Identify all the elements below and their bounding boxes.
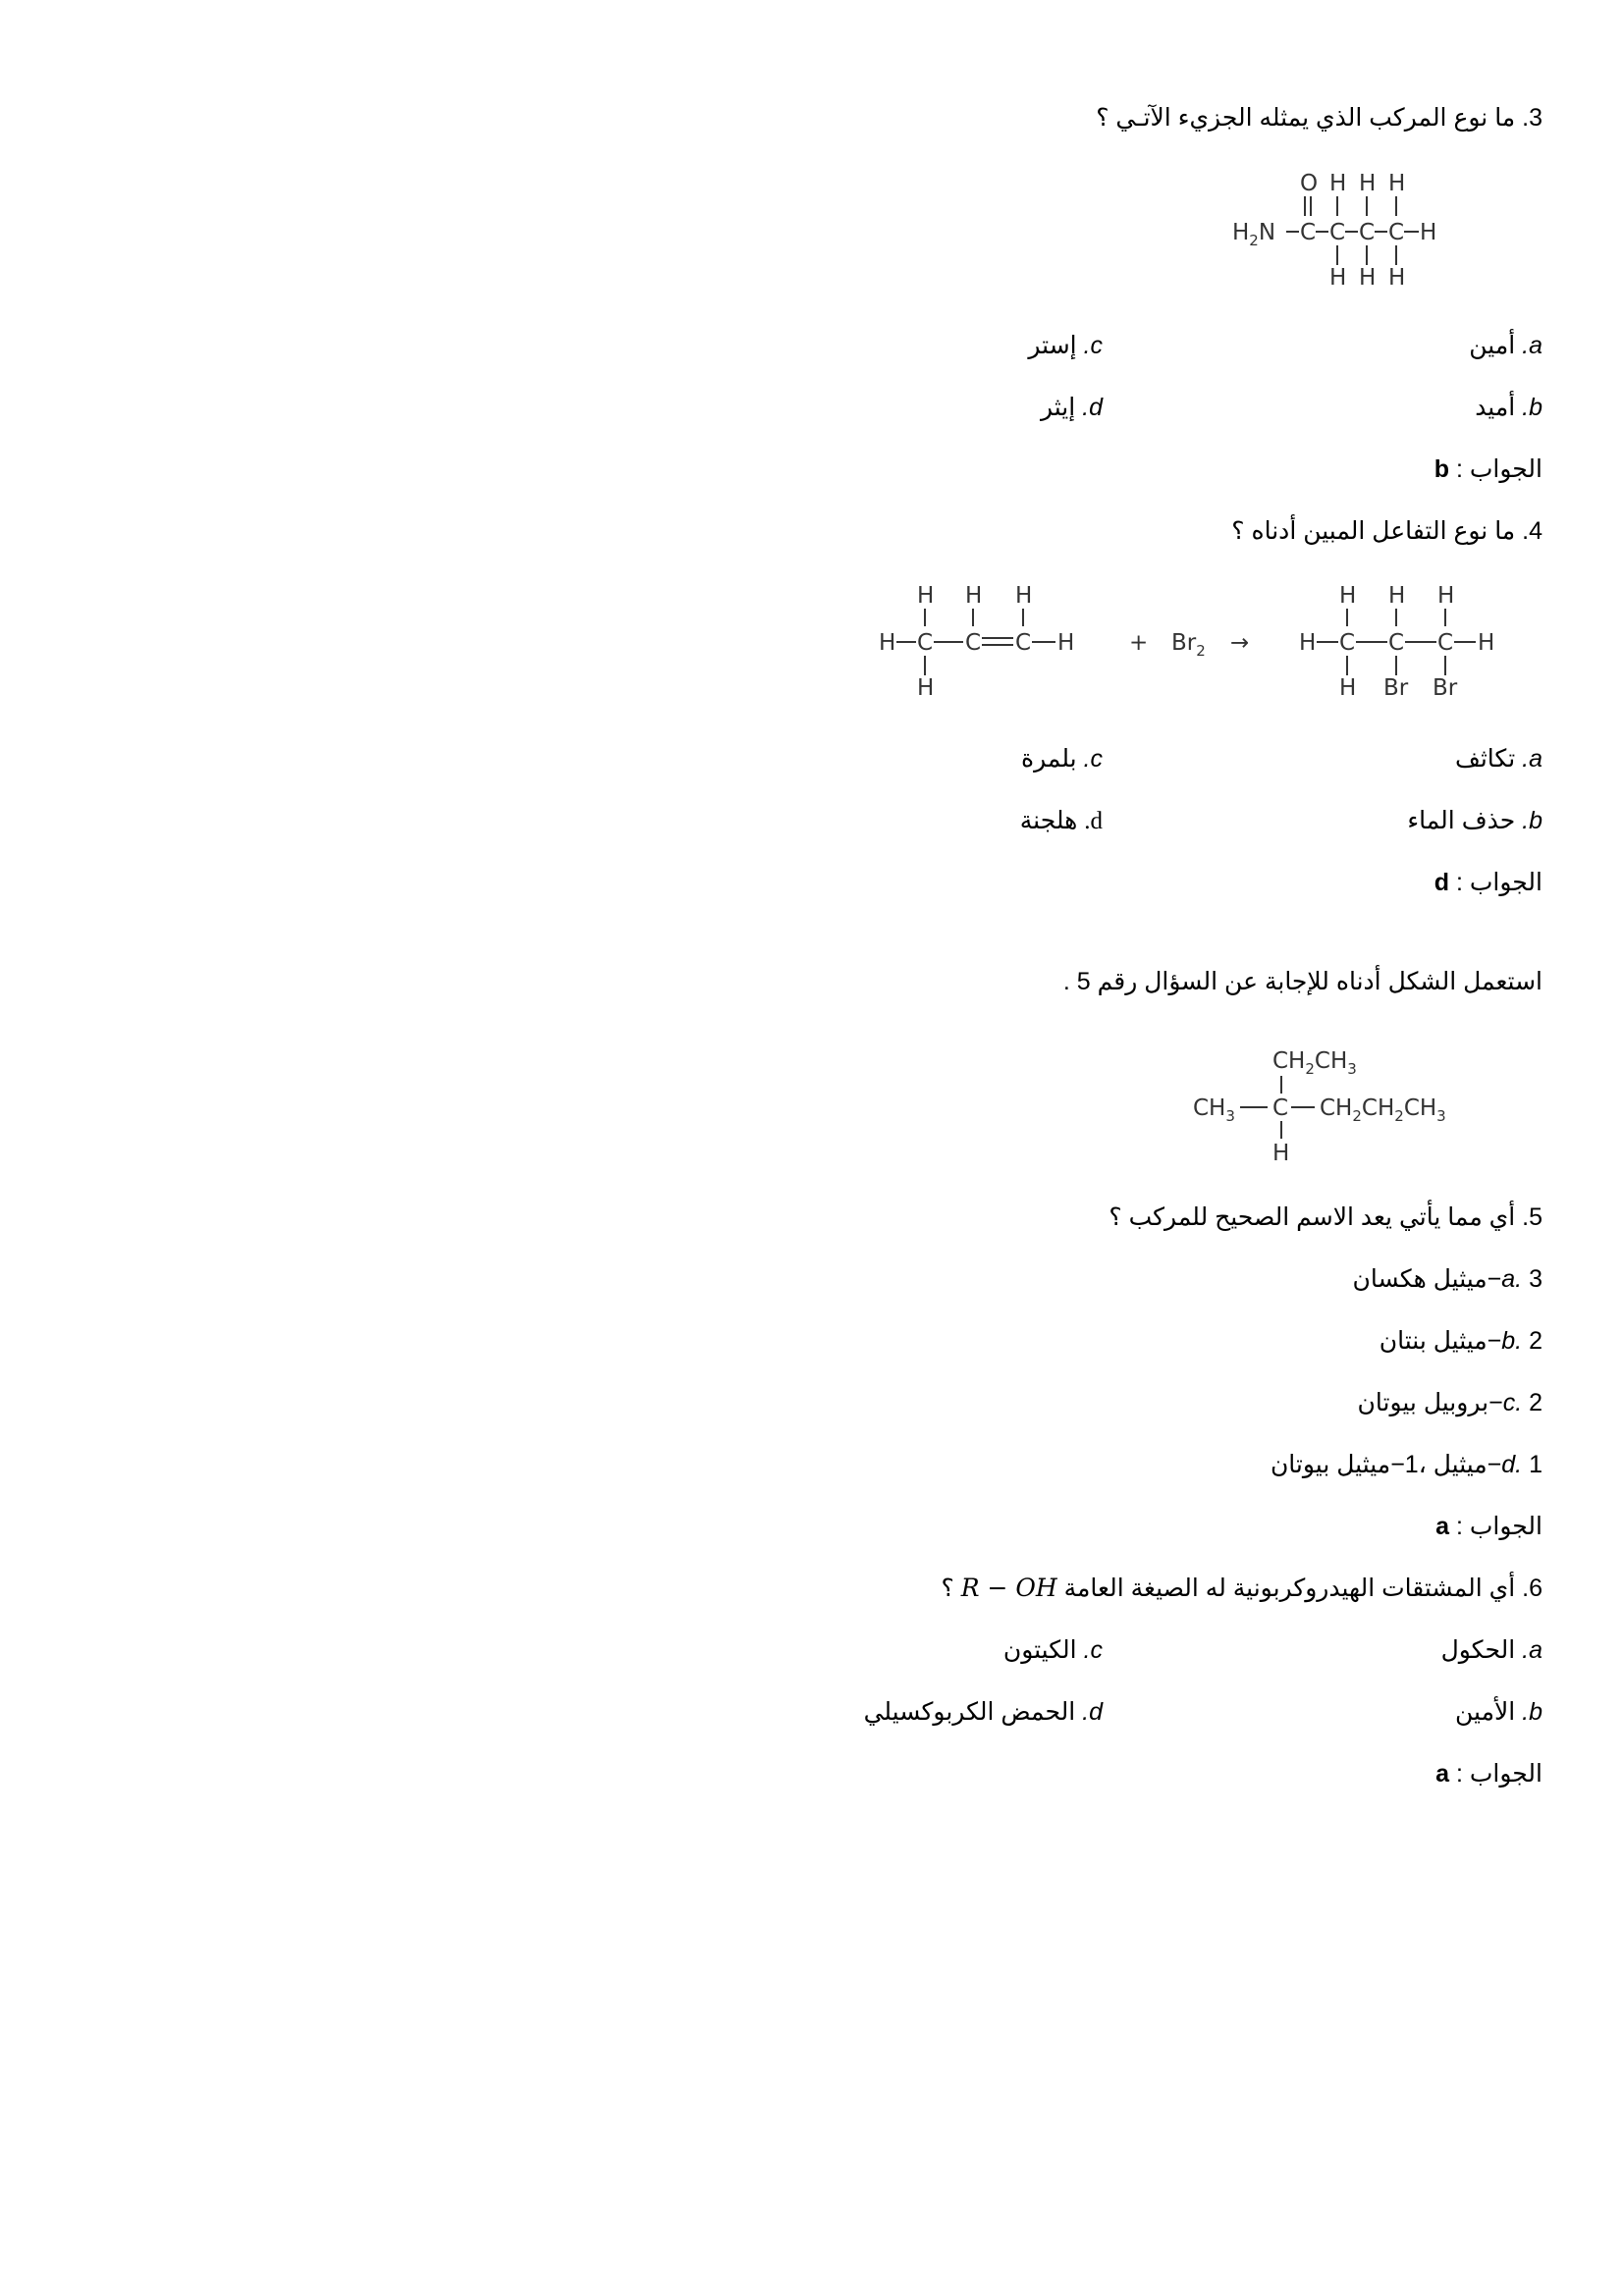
atom-c: C [965,630,982,656]
q4-option-c: c. بلمرة [1021,745,1103,773]
atom-h: H [1329,265,1347,291]
q3-option-c: c. إستر [1028,332,1103,359]
q4-option-a: a. تكاثف [1454,745,1542,773]
atom-h: H [1299,630,1317,656]
atom-c: C [1272,1095,1289,1121]
atom-c3: C [1359,220,1376,245]
group-ch2ch2ch3: $CH_2CH_2CH_3$ [1320,1095,1446,1125]
q5-option-b: b. 2−ميثيل بنتان [1379,1327,1542,1355]
atom-c: C [1339,630,1356,656]
question-4: 4. ما نوع التفاعل المبين أدناه ؟ [1231,517,1542,545]
question-6: 6. أي المشتقات الهيدروكربونية له الصيغة العامة R − OH ؟ [941,1574,1542,1602]
atom-h: H [1388,265,1406,291]
atom-h: H [1388,171,1406,196]
atom-o: O [1300,171,1319,196]
bromine-molecule: $Br_2$ [1171,630,1206,660]
atom-h-end: H [1420,220,1437,245]
q5-answer: الجواب : a [1435,1513,1542,1540]
reaction-propene-bromination [879,583,1527,706]
q6-option-d: d. الحمض الكربوكسيلي [863,1698,1103,1726]
atom-h: H [1329,171,1347,196]
atom-c: C [1437,630,1454,656]
atom-h: H [1359,265,1377,291]
atom-c4: C [1388,220,1405,245]
q4-answer: الجواب : d [1434,869,1542,896]
atom-c2: C [1329,220,1346,245]
atom-c: C [1015,630,1032,656]
q6-option-a: a. الحكول [1440,1636,1542,1664]
atom-h: H [1359,171,1377,196]
group-ch2ch3: $CH_2CH_3$ [1272,1048,1357,1078]
q3-option-d: d. إيثر [1040,394,1103,421]
reaction-arrow: → [1230,630,1250,656]
q6-option-c: c. الكيتون [1002,1636,1103,1664]
structure-3-methylhexane [1193,1039,1488,1171]
q5-option-d: d. 1−ميثيل ،1−ميثيل بيوتان [1270,1451,1542,1478]
atom-c1: C [1300,220,1317,245]
q6-answer: الجواب : a [1435,1760,1542,1788]
atom-h: H [1339,583,1357,609]
atom-h: H [1057,630,1075,656]
q3-option-a: a. أمين [1469,332,1542,359]
atom-h: H [917,675,935,701]
q4-option-b: b. حذف الماء [1407,807,1542,834]
atom-c: C [917,630,934,656]
group-ch3: $CH_3$ [1193,1095,1235,1125]
q5-option-a: a. 3−ميثيل هكسان [1352,1265,1542,1293]
atom-h2n: $H_2N$ [1232,220,1276,249]
atom-br: Br [1433,675,1458,701]
q4-option-d: d. هلجنة [1019,807,1103,834]
general-formula: R − OH [960,1574,1057,1602]
atom-h: H [1478,630,1495,656]
question-5: 5. أي مما يأتي يعد الاسم الصحيح للمركب ؟ [1109,1203,1542,1231]
q5-option-c: c. 2−بروبيل بيوتان [1357,1389,1542,1416]
atom-h: H [1015,583,1033,609]
question-5-intro: استعمل الشكل أدناه للإجابة عن السؤال رقم 5 . [1062,968,1542,995]
q3-option-b: b. أميد [1475,394,1542,421]
atom-c: C [1388,630,1405,656]
question-3: 3. ما نوع المركب الذي يمثله الجزيء الآتـي ؟ [1096,104,1542,132]
atom-h: H [917,583,935,609]
plus-sign: + [1129,630,1149,656]
atom-h: H [1272,1141,1290,1166]
q6-option-b: b. الأمين [1455,1698,1542,1726]
atom-h: H [1437,583,1455,609]
atom-h: H [1388,583,1406,609]
atom-h: H [1339,675,1357,701]
atom-h: H [965,583,983,609]
q3-answer: الجواب : b [1434,455,1542,483]
atom-h: H [879,630,896,656]
atom-br: Br [1383,675,1409,701]
molecule-butanamide [1232,169,1488,296]
